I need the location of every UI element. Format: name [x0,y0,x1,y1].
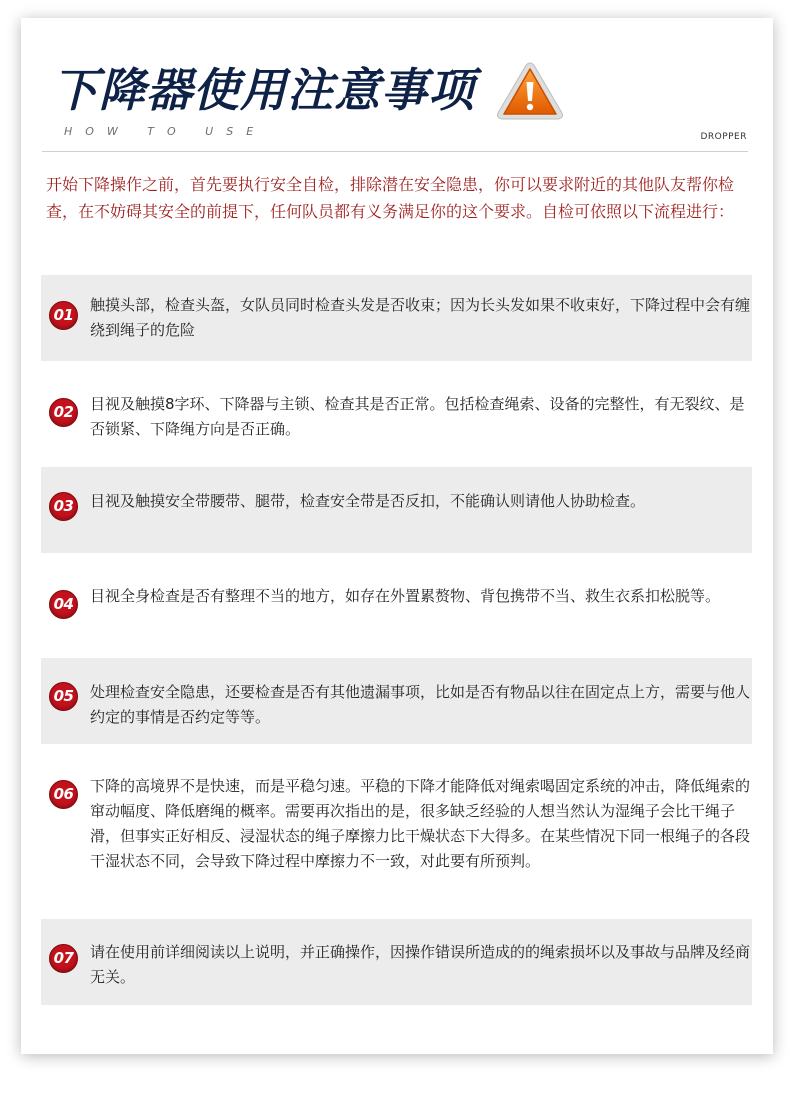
list-item-03 [41,467,752,553]
step-number-badge: 03 [49,492,78,521]
list-item-text: 目视及触摸8字环、下降器与主锁、检查其是否正常。包括检查绳索、设备的完整性，有无裂纹、是否锁紧、下降绳方向是否正确。 [90,395,745,438]
list-item-02 [41,382,752,452]
intro-paragraph: 开始下降操作之前，首先要执行安全自检，排除潜在安全隐患，你可以要求附近的其他队友帮你检查，在不妨碍其安全的前提下，任何队员都有义务满足你的这个要求。自检可依照以下流程进行： [46,175,735,221]
list-item-text: 目视及触摸安全带腰带、腿带，检查安全带是否反扣，不能确认则请他人协助检查。 [90,492,646,510]
list-item-01 [41,275,752,361]
list-item-07 [41,919,752,1005]
list-item-text: 触摸头部，检查头盔，女队员同时检查头发是否收束；因为长头发如果不收束好，下降过程中会有缠绕到绳子的危险 [90,296,751,339]
step-number-badge: 04 [49,590,78,619]
list-item-05 [41,658,752,744]
list-item-text: 请在使用前详细阅读以上说明，并正确操作，因操作错误所造成的的绳索损坏以及事故与品牌及经商无关。 [90,943,751,986]
warning-triangle-icon [495,60,565,122]
step-number-badge: 07 [49,944,78,973]
step-number-badge: 01 [49,301,78,330]
step-number-badge: 05 [49,682,78,711]
list-item-04 [41,573,752,643]
list-item-text: 目视全身检查是否有整理不当的地方，如存在外置累赘物、背包携带不当、救生衣系扣松脱等。 [90,587,721,605]
step-number-badge: 02 [49,398,78,427]
list-item-text: 下降的高境界不是快速，而是平稳匀速。平稳的下降才能降低对绳索喝固定系统的冲击，降低绳索的窜动幅度、降低磨绳的概率。需要再次指出的是，很多缺乏经验的人想当然认为湿绳子会比干绳子滑，但事实正好相反、浸湿状态的绳子摩擦力比干燥状态下大得多。在某些情况下同一根绳子的各段干湿状态不同，会导致下降过程中摩擦力不一致，对此要有所预判。 [90,777,751,870]
header-divider [42,151,748,152]
list-item-06 [41,763,752,903]
step-number-badge: 06 [49,780,78,809]
brand-label: DROPPER [700,132,747,142]
page-title: 下降器使用注意事项 [52,63,475,117]
list-item-text: 处理检查安全隐患，还要检查是否有其他遗漏事项，比如是否有物品以往在固定点上方，需要与他人约定的事情是否约定等等。 [90,683,751,726]
page-subtitle: HOW TO USE [64,125,267,138]
